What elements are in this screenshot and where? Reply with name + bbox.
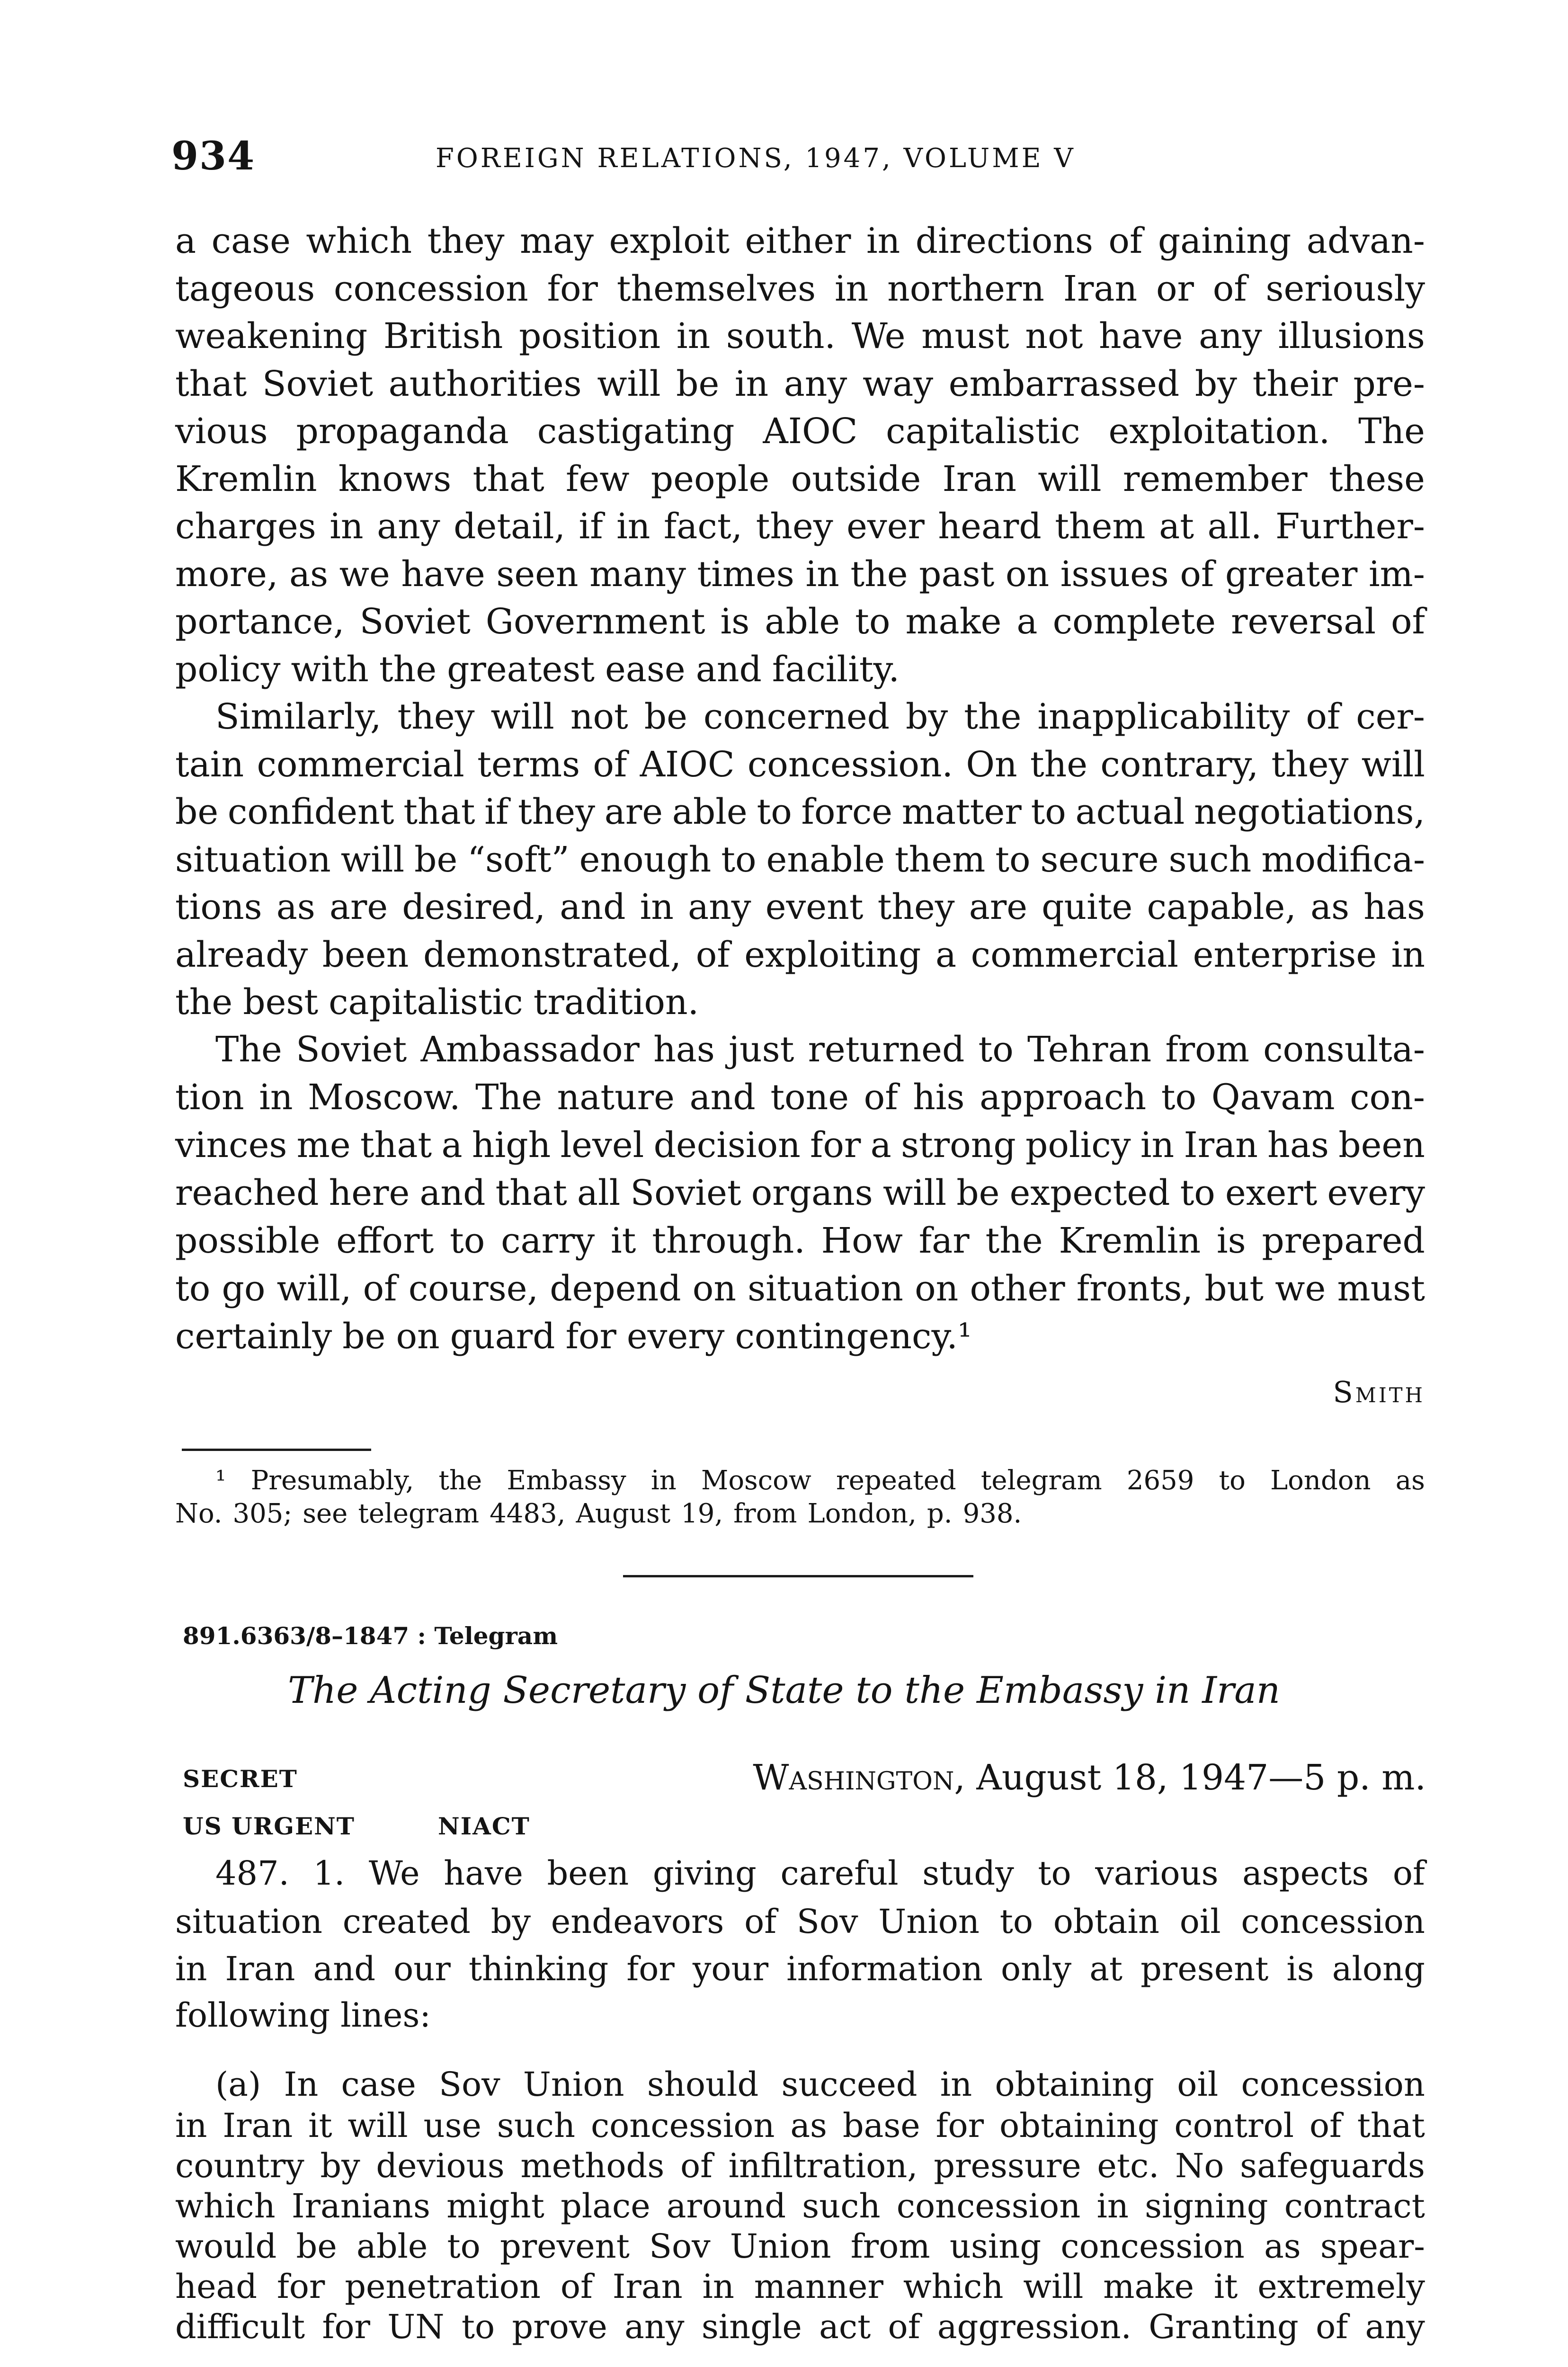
dateline: [753, 1757, 1426, 1798]
body-text-line: tions as are desired, and in any event they are quite capable, as has: [175, 887, 1425, 927]
dateline-date: August 18, 1947—5 p. m.: [976, 1757, 1426, 1798]
body-text-line: The Soviet Ambassador has just returned to Tehran from consulta-: [215, 1029, 1425, 1070]
body-text-line: a case which they may exploit either in directions of gaining advan-: [175, 221, 1425, 261]
body-text-line: more, as we have seen many times in the past on issues of greater im-: [175, 553, 1425, 595]
body-text-line: weakening British position in south. We must not have any illusions: [175, 316, 1425, 356]
body-text-line: the best capitalistic tradition.: [175, 982, 699, 1023]
footnote-rule: [182, 1449, 371, 1451]
body-text-line: that Soviet authorities will be in any way embarrassed by their pre-: [175, 363, 1425, 404]
body-text-line: vious propaganda castigating AIOC capitalistic exploitation. The: [175, 411, 1425, 452]
body-text-line: Similarly, they will not be concerned by the inapplicability of cer-: [215, 696, 1425, 737]
telegram-text-line: in Iran and our thinking for your information only at present is along: [175, 1949, 1425, 1988]
telegram-text-line: would be able to prevent Sov Union from using concession as spear-: [175, 2227, 1425, 2266]
file-reference: 891.6363/8–1847 : Telegram: [183, 1622, 558, 1650]
precedence-label: US URGENT: [183, 1812, 355, 1840]
body-text-line: situation will be “soft” enough to enable them to secure such modifica-: [175, 839, 1425, 880]
telegram-text-line: situation created by endeavors of Sov Union to obtain oil concession: [175, 1902, 1425, 1941]
telegram-text-line: 487. 1. We have been giving careful study to various aspects of: [215, 1854, 1425, 1893]
body-text-line: tain commercial terms of AIOC concession. On the contrary, they will: [175, 744, 1425, 785]
telegram-text-line: (a) In case Sov Union should succeed in obtaining oil concession: [215, 2065, 1425, 2104]
running-head: FOREIGN RELATIONS, 1947, VOLUME V: [436, 143, 1076, 174]
page-number: 934: [171, 133, 256, 179]
niact-label: NIACT: [438, 1812, 530, 1840]
body-text-line: reached here and that all Soviet organs will be expected to exert every: [175, 1173, 1425, 1213]
dateline-place: Washington,: [753, 1757, 965, 1798]
signature: Smith: [1333, 1375, 1425, 1409]
section-divider: [623, 1575, 973, 1577]
body-text-line: tion in Moscow. The nature and tone of his approach to Qavam con-: [175, 1077, 1425, 1118]
body-text-line: portance, Soviet Government is able to make a complete reversal of: [175, 601, 1425, 642]
body-text-line: Kremlin knows that few people outside Iran will remember these: [175, 458, 1425, 499]
document-title: The Acting Secretary of State to the Embassy in Iran: [287, 1669, 1281, 1712]
telegram-text-line: following lines:: [175, 1996, 431, 2035]
footnote-line: ¹ Presumably, the Embassy in Moscow repeated telegram 2659 to London as: [215, 1465, 1425, 1496]
body-text-line: be confident that if they are able to force matter to actual negotiations,: [175, 792, 1425, 832]
telegram-text-line: country by devious methods of infiltration, pressure etc. No safeguards: [175, 2146, 1425, 2185]
body-text-line: already been demonstrated, of exploiting a commercial enterprise in: [175, 934, 1425, 975]
body-text-line: tageous concession for themselves in northern Iran or of seriously: [175, 268, 1425, 309]
telegram-text-line: which Iranians might place around such concession in signing contract: [175, 2187, 1425, 2225]
telegram-text-line: difficult for UN to prove any single act of aggression. Granting of any: [175, 2307, 1425, 2346]
body-text-line: policy with the greatest ease and facility.: [175, 649, 900, 690]
classification-label: SECRET: [183, 1765, 298, 1793]
body-text-line: certainly be on guard for every contingency.¹: [175, 1316, 972, 1357]
body-text-line: possible effort to carry it through. How far the Kremlin is prepared: [175, 1220, 1425, 1261]
body-text-line: vinces me that a high level decision for a strong policy in Iran has been: [175, 1125, 1425, 1166]
body-text-line: charges in any detail, if in fact, they ever heard them at all. Further-: [175, 506, 1425, 547]
footnote-line: No. 305; see telegram 4483, August 19, from London, p. 938.: [175, 1498, 1022, 1529]
body-text-line: to go will, of course, depend on situation on other fronts, but we must: [175, 1268, 1425, 1309]
telegram-text-line: head for penetration of Iran in manner which will make it extremely: [175, 2267, 1425, 2306]
telegram-text-line: in Iran it will use such concession as base for obtaining control of that: [175, 2106, 1425, 2145]
